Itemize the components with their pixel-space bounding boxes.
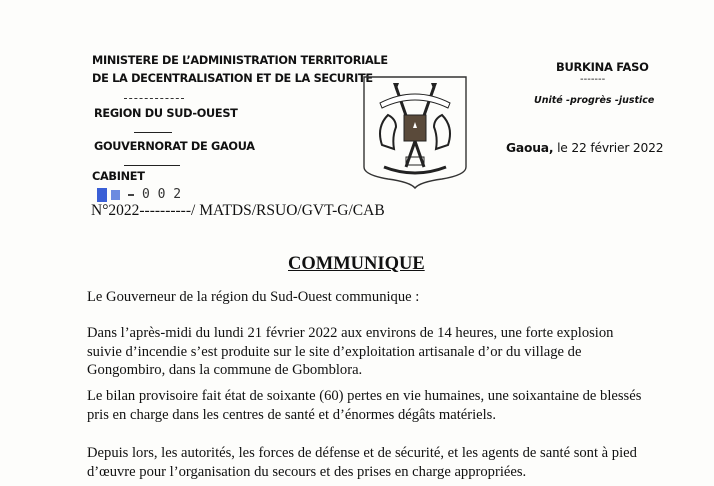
stamp-mark — [111, 190, 120, 200]
paragraph-event: Dans l’après-midi du lundi 21 février 2022 aux environs de 14 heures, une forte explosion suivie d’incendie s’est produite sur le site d’exploitation artisanale d’or du village de Gongombiro, dans la commune de Gbomblora. — [87, 325, 614, 378]
governorate-label: GOUVERNORAT DE GAOUA — [94, 140, 255, 153]
date: le 22 février 2022 — [553, 141, 664, 155]
region-label: REGION DU SUD-OUEST — [94, 107, 238, 120]
place-and-date — [506, 141, 663, 155]
coat-of-arms — [362, 75, 468, 195]
document-title: COMMUNIQUE — [288, 254, 425, 274]
country-separator: ------- — [580, 74, 606, 85]
divider — [134, 132, 172, 133]
stamp-mark — [128, 194, 134, 196]
country-name: BURKINA FASO — [556, 60, 649, 74]
national-motto: Unité -progrès -justice — [534, 95, 655, 106]
divider — [124, 165, 180, 166]
reference-number: N°2022----------/ MATDS/RSUO/GVT-G/CAB — [91, 202, 385, 219]
paragraph-response: Depuis lors, les autorités, les forces de défense et de sécurité, et les agents de santé sont à pied d’œuvre pour l’organisation du secours et des prises en charge appropriées. — [87, 445, 637, 480]
ministry-line-1: MINISTERE DE L’ADMINISTRATION TERRITORIALE — [92, 54, 388, 67]
divider — [124, 98, 184, 99]
place: Gaoua, — [506, 141, 554, 155]
paragraph-intro: Le Gouverneur de la région du Sud-Ouest communique : — [87, 289, 420, 305]
cabinet-label: CABINET — [92, 170, 145, 183]
ministry-line-2: DE LA DECENTRALISATION ET DE LA SECURITE — [92, 72, 373, 85]
registration-stamp — [97, 187, 181, 202]
stamp-mark — [97, 188, 107, 202]
coat-of-arms-icon — [362, 75, 468, 190]
stamp-number: 0 0 2 — [142, 187, 182, 202]
paragraph-toll: Le bilan provisoire fait état de soixante (60) pertes en vie humaines, une soixantaine de blessés pris en charge dans les centres de santé et d’énormes dégâts matériels. — [87, 388, 642, 423]
